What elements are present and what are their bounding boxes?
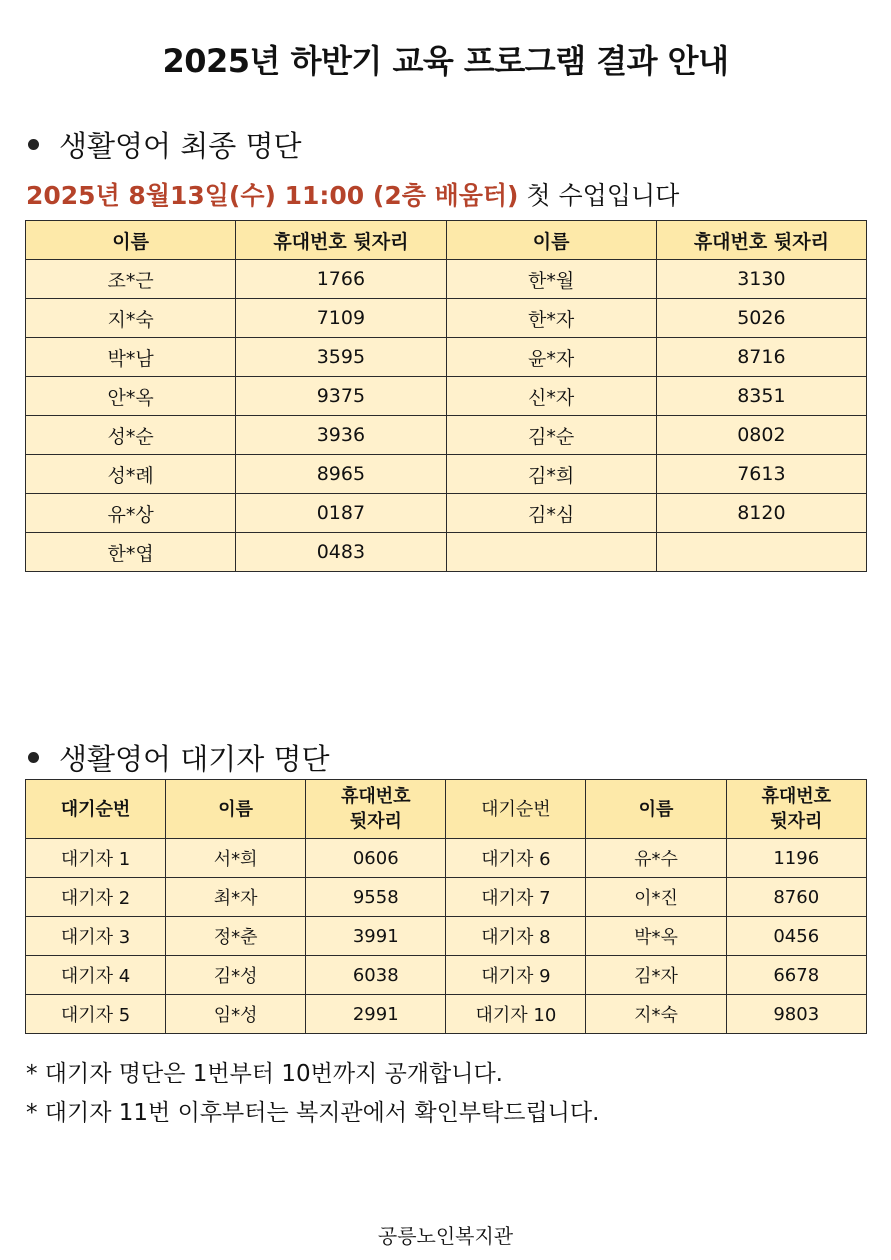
phone-cell: 0606 — [306, 839, 446, 878]
table-row — [26, 956, 867, 995]
wait-order-cell: 대기자 8 — [446, 917, 586, 956]
phone-cell: 9558 — [306, 878, 446, 917]
phone-cell: 7613 — [656, 455, 866, 494]
header-wait-order: 대기순번 — [446, 780, 586, 839]
waitlist-note-2: * 대기자 11번 이후부터는 복지관에서 확인부탁드립니다. — [26, 1100, 600, 1126]
phone-cell: 0483 — [236, 533, 446, 572]
name-cell: 지*숙 — [26, 299, 236, 338]
waitlist-heading — [26, 737, 330, 778]
wait-order-cell: 대기자 10 — [446, 995, 586, 1034]
table-row — [26, 299, 867, 338]
waitlist-table — [25, 779, 867, 1034]
page-title: 2025년 하반기 교육 프로그램 결과 안내 — [162, 42, 729, 80]
header-phone: 휴대번호 뒷자리 — [656, 221, 866, 260]
phone-cell: 7109 — [236, 299, 446, 338]
name-cell: 유*수 — [586, 839, 726, 878]
phone-cell: 3991 — [306, 917, 446, 956]
table-row — [26, 839, 867, 878]
name-cell: 윤*자 — [446, 338, 656, 377]
phone-cell: 1196 — [726, 839, 866, 878]
phone-cell: 0802 — [656, 416, 866, 455]
phone-cell: 8351 — [656, 377, 866, 416]
table-row — [26, 260, 867, 299]
phone-cell: 6038 — [306, 956, 446, 995]
header-phone: 휴대번호 뒷자리 — [726, 780, 866, 839]
name-cell: 신*자 — [446, 377, 656, 416]
name-cell: 성*례 — [26, 455, 236, 494]
name-cell: 김*성 — [166, 956, 306, 995]
wait-order-cell: 대기자 2 — [26, 878, 166, 917]
phone-cell: 9803 — [726, 995, 866, 1034]
phone-cell: 8965 — [236, 455, 446, 494]
wait-order-cell: 대기자 5 — [26, 995, 166, 1034]
final-list-table — [25, 220, 867, 572]
header-wait-order: 대기순번 — [26, 780, 166, 839]
name-cell: 최*자 — [166, 878, 306, 917]
name-cell: 정*춘 — [166, 917, 306, 956]
header-phone: 휴대번호 뒷자리 — [236, 221, 446, 260]
table-row — [26, 995, 867, 1034]
name-cell: 조*근 — [26, 260, 236, 299]
final-list-heading — [26, 124, 302, 165]
table-row — [26, 878, 867, 917]
table-row — [26, 377, 867, 416]
table-row — [26, 494, 867, 533]
waitlist-note-1: * 대기자 명단은 1번부터 10번까지 공개합니다. — [26, 1061, 503, 1087]
header-name: 이름 — [446, 221, 656, 260]
class-schedule-line — [26, 176, 679, 212]
name-cell: 박*남 — [26, 338, 236, 377]
table-row — [26, 455, 867, 494]
waitlist-heading-text: 생활영어 대기자 명단 — [59, 742, 330, 776]
name-cell: 성*순 — [26, 416, 236, 455]
name-cell: 김*자 — [586, 956, 726, 995]
header-name: 이름 — [586, 780, 726, 839]
name-cell: 김*희 — [446, 455, 656, 494]
name-cell: 한*자 — [446, 299, 656, 338]
phone-cell — [656, 533, 866, 572]
phone-cell: 3936 — [236, 416, 446, 455]
wait-order-cell: 대기자 7 — [446, 878, 586, 917]
phone-cell: 1766 — [236, 260, 446, 299]
table-row — [26, 338, 867, 377]
wait-order-cell: 대기자 4 — [26, 956, 166, 995]
name-cell: 김*순 — [446, 416, 656, 455]
wait-order-cell: 대기자 1 — [26, 839, 166, 878]
bullet-icon — [28, 139, 39, 150]
wait-order-cell: 대기자 6 — [446, 839, 586, 878]
phone-cell: 8716 — [656, 338, 866, 377]
table-row — [26, 416, 867, 455]
class-date-rest: 첫 수업입니다 — [518, 181, 680, 210]
table-header-row — [26, 780, 867, 839]
name-cell: 박*옥 — [586, 917, 726, 956]
final-list-heading-text: 생활영어 최종 명단 — [59, 129, 302, 163]
phone-cell: 0187 — [236, 494, 446, 533]
name-cell: 안*옥 — [26, 377, 236, 416]
table-header-row — [26, 221, 867, 260]
phone-cell: 0456 — [726, 917, 866, 956]
phone-cell: 8760 — [726, 878, 866, 917]
table-row — [26, 917, 867, 956]
name-cell: 유*상 — [26, 494, 236, 533]
header-name: 이름 — [166, 780, 306, 839]
phone-cell: 3130 — [656, 260, 866, 299]
organization-name: 공릉노인복지관 — [377, 1224, 514, 1248]
name-cell: 김*심 — [446, 494, 656, 533]
table-row — [26, 533, 867, 572]
name-cell: 이*진 — [586, 878, 726, 917]
phone-cell: 9375 — [236, 377, 446, 416]
phone-cell: 8120 — [656, 494, 866, 533]
class-date-highlight: 2025년 8월13일(수) 11:00 (2층 배움터) — [26, 181, 519, 210]
header-phone: 휴대번호 뒷자리 — [306, 780, 446, 839]
phone-cell: 5026 — [656, 299, 866, 338]
name-cell: 서*희 — [166, 839, 306, 878]
name-cell: 임*성 — [166, 995, 306, 1034]
wait-order-cell: 대기자 3 — [26, 917, 166, 956]
name-cell: 한*엽 — [26, 533, 236, 572]
header-name: 이름 — [26, 221, 236, 260]
name-cell: 한*월 — [446, 260, 656, 299]
name-cell: 지*숙 — [586, 995, 726, 1034]
bullet-icon — [28, 752, 39, 763]
phone-cell: 3595 — [236, 338, 446, 377]
phone-cell: 6678 — [726, 956, 866, 995]
phone-cell: 2991 — [306, 995, 446, 1034]
name-cell — [446, 533, 656, 572]
wait-order-cell: 대기자 9 — [446, 956, 586, 995]
